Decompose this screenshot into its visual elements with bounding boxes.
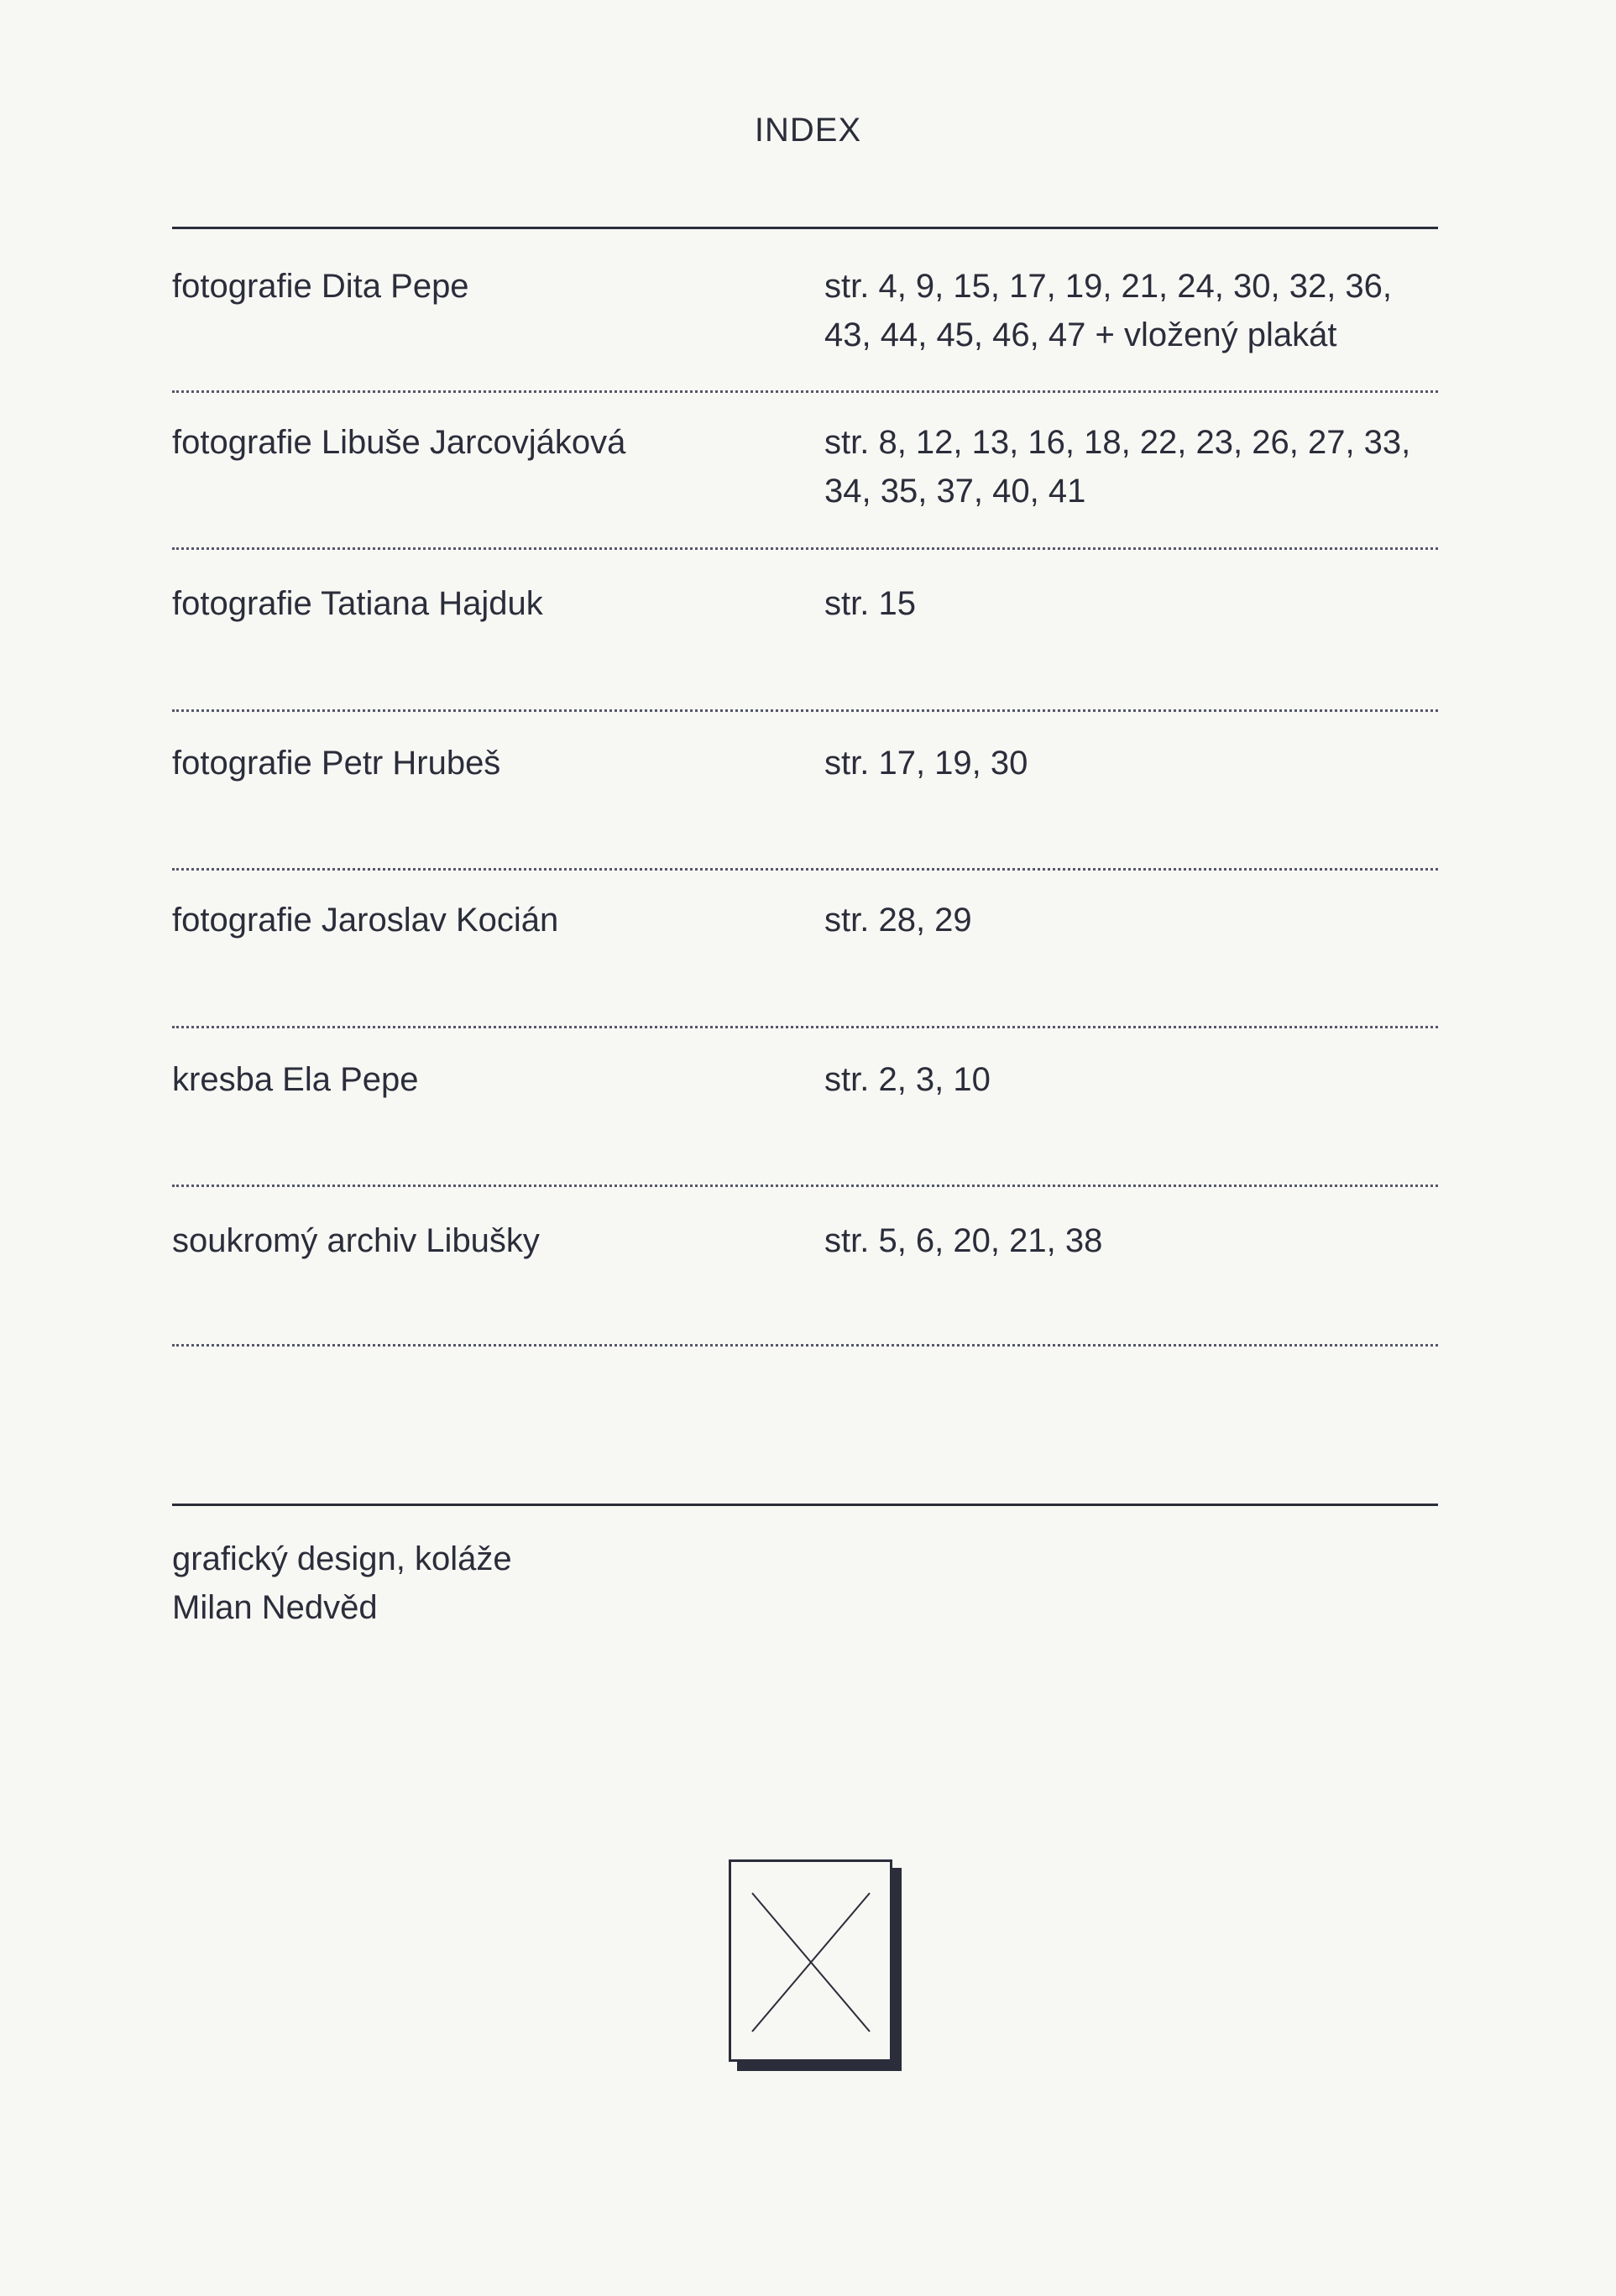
entry-pages: str. 2, 3, 10 [824,1061,991,1098]
entry-label: fotografie Jaroslav Kocián [172,902,559,939]
dotted-divider [172,1344,1438,1347]
crossed-box-icon [729,1859,902,2071]
credit-name: Milan Nedvěd [172,1589,378,1626]
entry-label: soukromý archiv Libušky [172,1222,540,1259]
credit-role: grafický design, koláže [172,1540,512,1577]
dotted-divider [172,547,1438,550]
entry-label: fotografie Libuše Jarcovjáková [172,424,626,461]
dotted-divider [172,1185,1438,1187]
entry-label: fotografie Tatiana Hajduk [172,585,543,622]
credits [172,1535,512,1632]
dotted-divider [172,1026,1438,1028]
bottom-rule [172,1504,1438,1506]
dotted-divider [172,709,1438,712]
entry-pages: str. 8, 12, 13, 16, 18, 22, 23, 26, 27, 33, 34, 35, 37, 40, 41 [824,424,1411,510]
entry-pages: str. 17, 19, 30 [824,745,1028,782]
page-title: INDEX [754,112,862,149]
entry-label: kresba Ela Pepe [172,1061,419,1098]
entry-pages: str. 5, 6, 20, 21, 38 [824,1222,1103,1259]
entry-label: fotografie Dita Pepe [172,268,469,305]
entry-pages: str. 28, 29 [824,902,972,939]
entry-pages: str. 15 [824,585,916,622]
entry-label: fotografie Petr Hrubeš [172,745,501,782]
top-rule [172,227,1438,229]
dotted-divider [172,868,1438,871]
dotted-divider [172,390,1438,393]
entry-pages: str. 4, 9, 15, 17, 19, 21, 24, 30, 32, 36, 43, 44, 45, 46, 47 + vložený plakát [824,268,1393,353]
